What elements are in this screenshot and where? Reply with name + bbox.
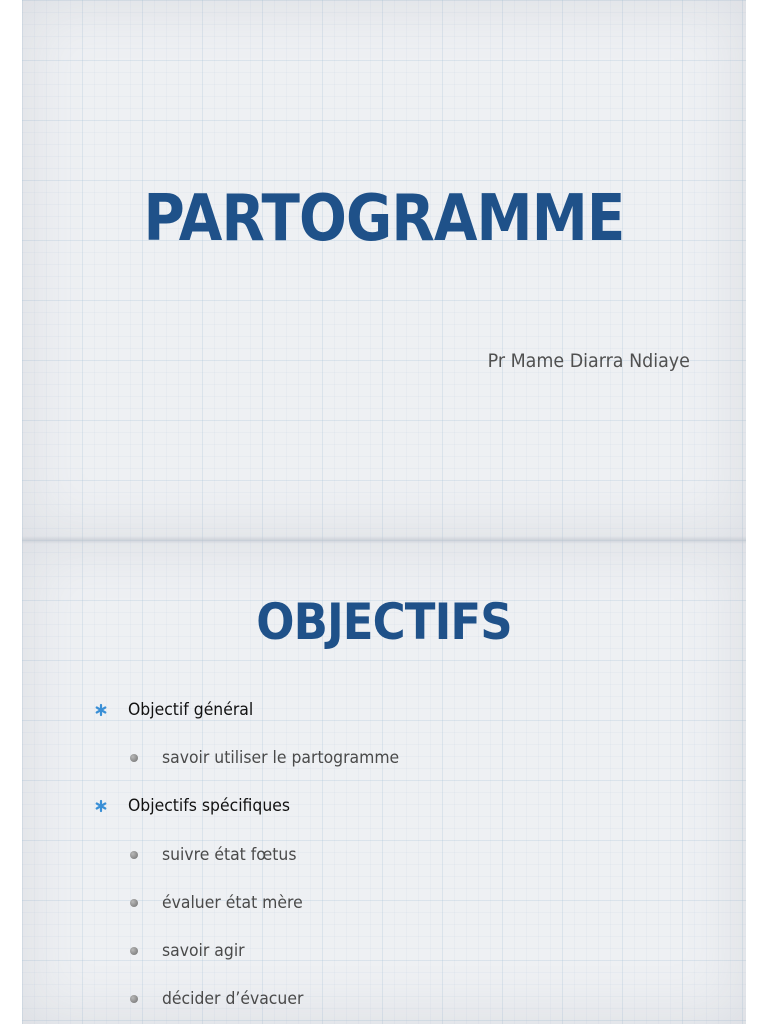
list-item-text: Objectif général — [128, 700, 254, 720]
gray-dot-icon — [130, 947, 138, 955]
list-item-text: suivre état fœtus — [162, 845, 297, 865]
gray-dot-icon — [130, 995, 138, 1003]
list-item-level1 — [94, 700, 264, 720]
slide-objectives — [22, 540, 746, 1024]
presentation-title: PARTOGRAMME — [143, 182, 625, 256]
list-item-level2 — [130, 845, 308, 865]
objectives-title: OBJECTIFS — [256, 593, 512, 651]
list-item-level2 — [130, 893, 315, 913]
slide-title — [22, 0, 746, 540]
author-name: Pr Mame Diarra Ndiaye — [487, 350, 690, 372]
list-item-level2 — [130, 748, 420, 768]
list-item-level1 — [94, 796, 304, 816]
gray-dot-icon — [130, 899, 138, 907]
gray-dot-icon — [130, 851, 138, 859]
list-item-text: savoir utiliser le partogramme — [162, 748, 400, 768]
list-item-text: savoir agir — [162, 941, 245, 961]
list-item-text: Objectifs spécifiques — [128, 796, 291, 816]
asterisk-icon — [94, 703, 108, 717]
asterisk-icon — [94, 799, 108, 813]
list-item-level2 — [130, 941, 252, 961]
slide-separator — [22, 536, 746, 544]
list-item-text: évaluer état mère — [162, 893, 303, 913]
gray-dot-icon — [130, 754, 138, 762]
list-item-level2 — [130, 989, 316, 1009]
list-item-text: décider d’évacuer — [162, 989, 304, 1009]
